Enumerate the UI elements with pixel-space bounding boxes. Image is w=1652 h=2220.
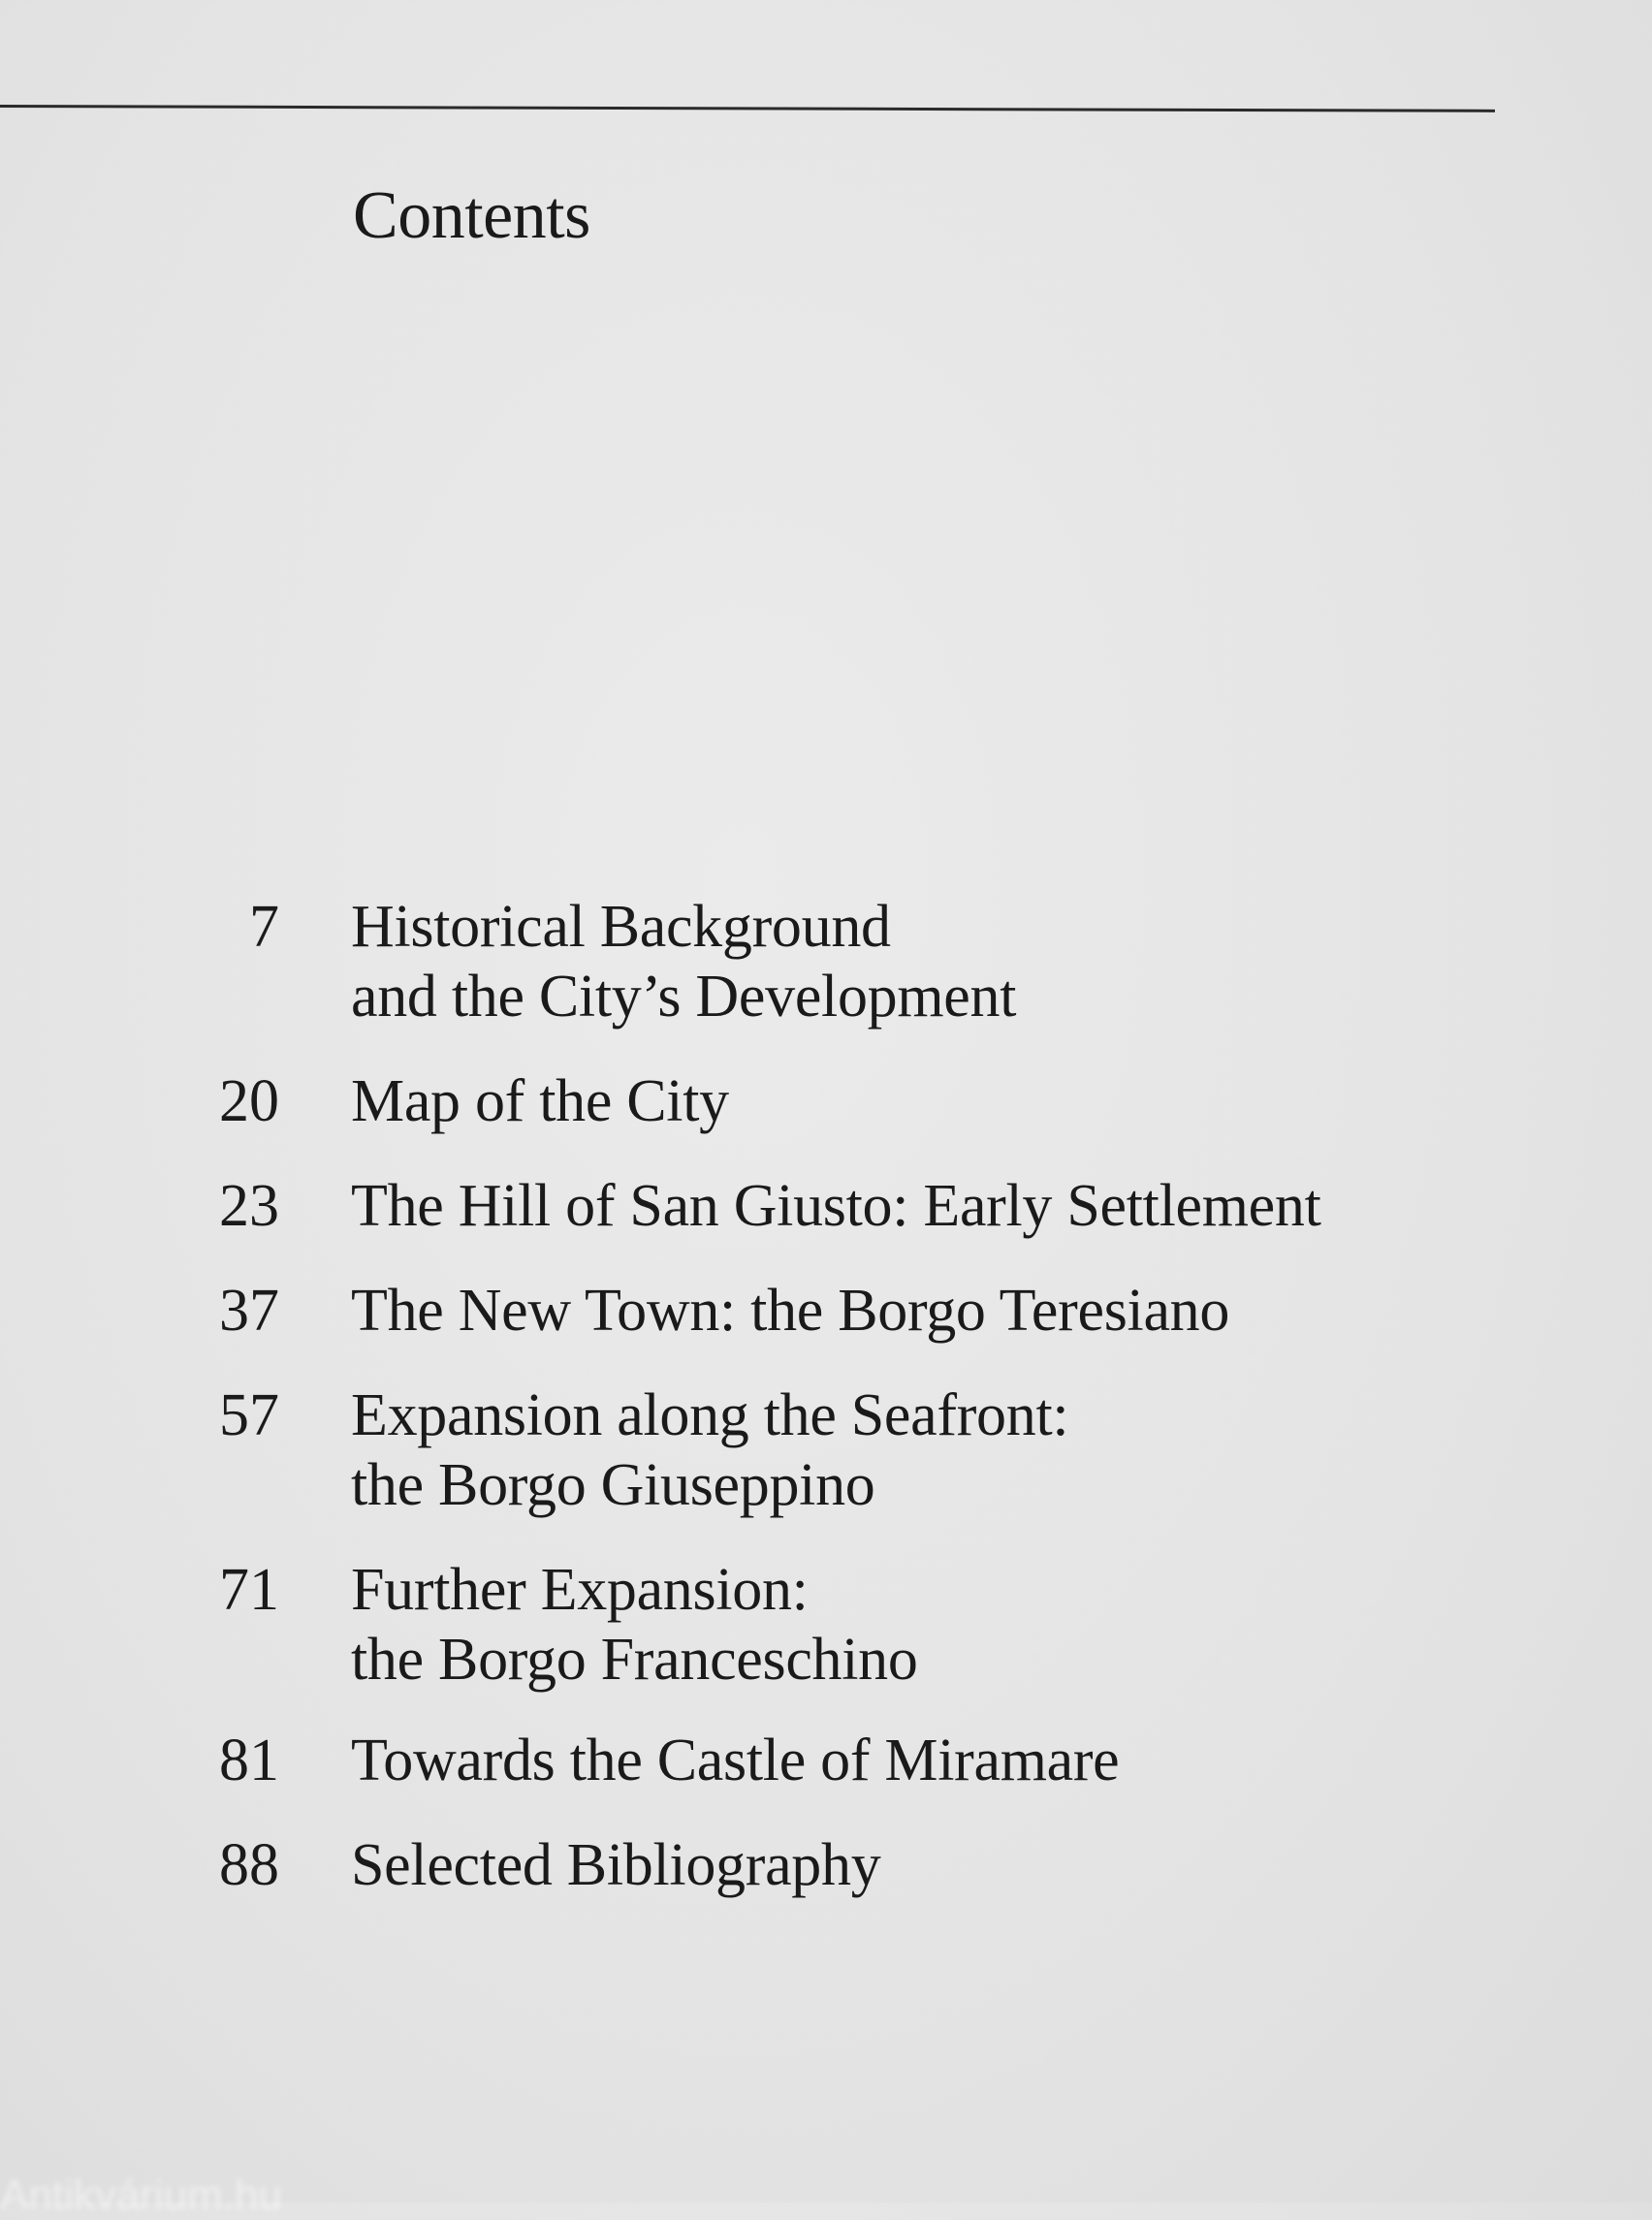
toc-page-number: 57	[219, 1382, 279, 1448]
toc-page-number: 81	[219, 1728, 279, 1793]
top-rule	[0, 105, 1495, 112]
toc-title	[351, 1276, 1229, 1346]
toc-title-line: Selected Bibliography	[351, 1832, 881, 1898]
toc-page-number: 37	[219, 1278, 279, 1344]
page-title: Contents	[353, 178, 590, 253]
toc-title-line: and the City’s Development	[351, 964, 1017, 1030]
toc-title	[351, 1066, 729, 1136]
toc-title-line: Further Expansion:	[351, 1557, 809, 1623]
toc-page-number: 20	[219, 1068, 279, 1134]
toc-title-line: Map of the City	[351, 1068, 729, 1134]
toc-title-line: The New Town: the Borgo Teresiano	[351, 1278, 1230, 1344]
toc-page-number: 71	[219, 1557, 279, 1623]
toc-title-line: Expansion along the Seafront:	[351, 1382, 1069, 1448]
toc-title	[351, 1555, 918, 1695]
watermark: Antikvárium.hu	[0, 2172, 283, 2219]
toc-title-line: Towards the Castle of Miramare	[351, 1728, 1120, 1793]
toc-page-number: 7	[249, 894, 279, 960]
toc-title-line: the Borgo Giuseppino	[351, 1452, 875, 1518]
toc-title-line: Historical Background	[351, 894, 891, 960]
toc-title	[351, 1726, 1119, 1795]
toc-title	[351, 1380, 1068, 1520]
toc-title	[351, 892, 1016, 1031]
toc-title	[351, 1830, 880, 1900]
toc-page-number: 88	[219, 1832, 279, 1898]
toc-title-line: The Hill of San Giusto: Early Settlement	[351, 1173, 1321, 1239]
toc-page-number: 23	[219, 1173, 279, 1239]
toc-title	[351, 1171, 1321, 1241]
toc-title-line: the Borgo Franceschino	[351, 1627, 918, 1693]
